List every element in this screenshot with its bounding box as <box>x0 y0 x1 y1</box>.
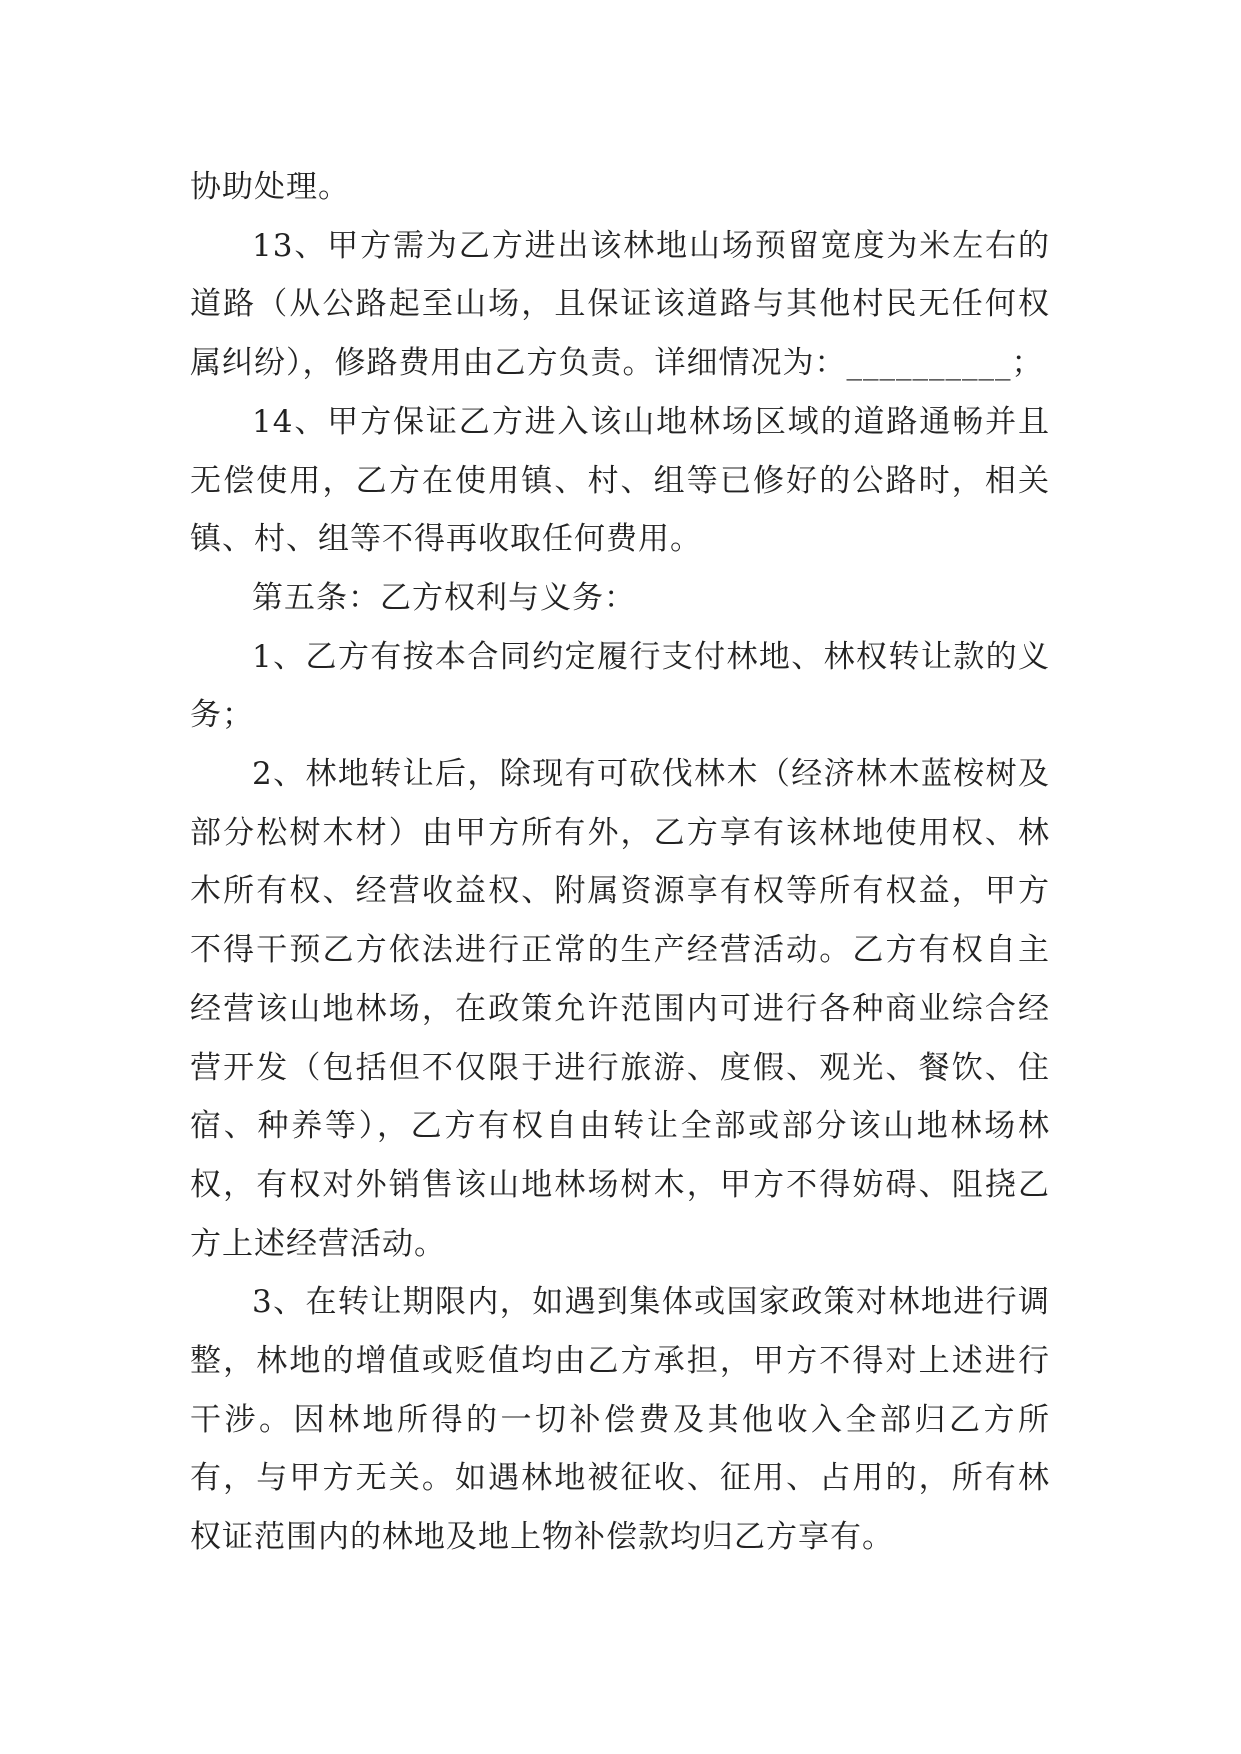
paragraph-clause-14: 14、甲方保证乙方进入该山地林场区域的道路通畅并且无偿使用，乙方在使用镇、村、组等已修好的公路时，相关镇、村、组等不得再收取任何费用。 <box>190 403 1050 558</box>
paragraph-continuation: 协助处理。 <box>190 169 350 205</box>
paragraph-clause-13: 13、甲方需为乙方进出该林地山场预留宽度为米左右的道路（从公路起至山场，且保证该道路与其他村民无任何权属纠纷），修路费用由乙方负责。详细情况为：__________； <box>190 227 1050 382</box>
paragraph-article-5-item-1: 1、乙方有按本合同约定履行支付林地、林权转让款的义务； <box>190 638 1050 734</box>
paragraph-article-5-item-3: 3、在转让期限内，如遇到集体或国家政策对林地进行调整，林地的增值或贬值均由乙方承担，甲方不得对上述进行干涉。因林地所得的一切补偿费及其他收入全部归乙方所有，与甲方无关。如遇林地被征收、征用、占用的，所有林权证范围内的林地及地上物补偿款均归乙方享有。 <box>190 1284 1050 1556</box>
section-heading-article-5: 第五条：乙方权利与义务： <box>252 579 636 616</box>
document-body <box>190 158 1050 1567</box>
paragraph-article-5-item-2: 2、林地转让后，除现有可砍伐林木（经济林木蓝桉树及部分松树木材）由甲方所有外，乙方享有该林地使用权、林木所有权、经营收益权、附属资源享有权等所有权益，甲方不得干预乙方依法进行正常的生产经营活动。乙方有权自主经营该山地林场，在政策允许范围内可进行各种商业综合经营开发（包括但不仅限于进行旅游、度假、观光、餐饮、住宿、种养等），乙方有权自由转让全部或部分该山地林场林权，有权对外销售该山地林场树木，甲方不得妨碍、阻挠乙方上述经营活动。 <box>190 756 1050 1262</box>
